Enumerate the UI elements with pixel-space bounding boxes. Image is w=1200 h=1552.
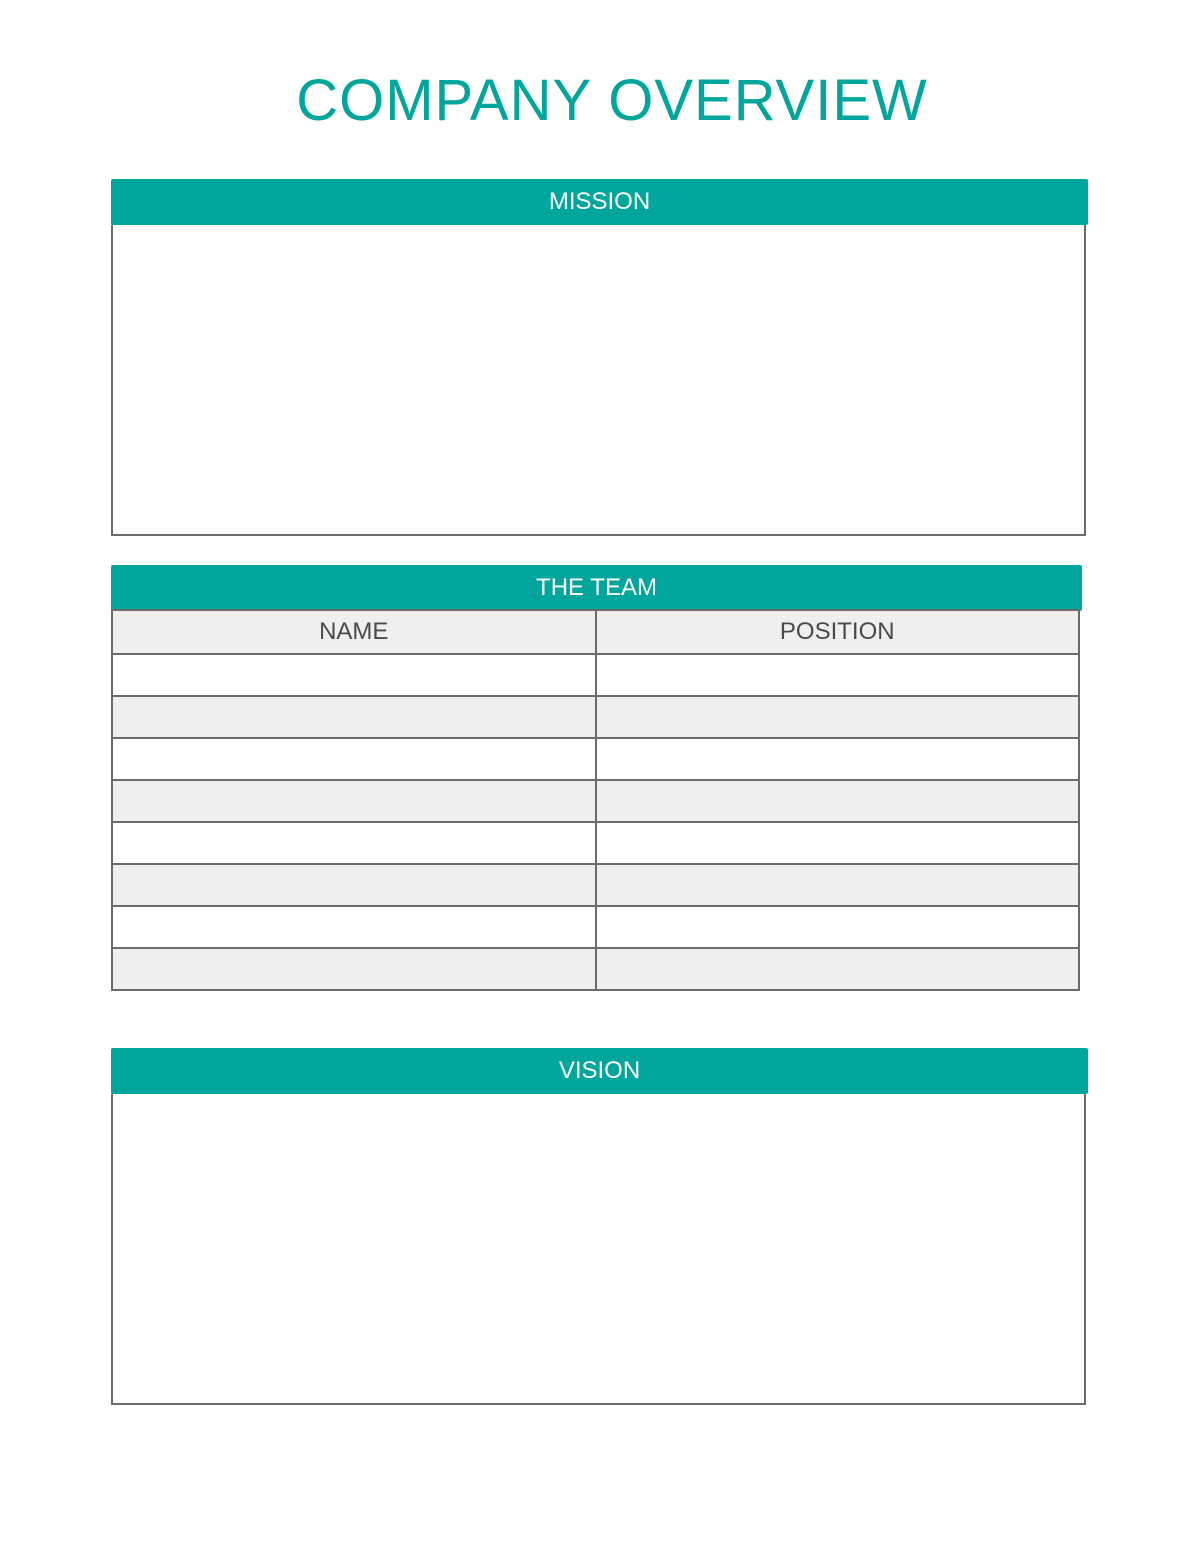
mission-field[interactable] <box>111 225 1086 536</box>
name-cell[interactable] <box>112 696 596 738</box>
table-row <box>112 738 1079 780</box>
position-cell[interactable] <box>596 822 1080 864</box>
name-cell[interactable] <box>112 948 596 990</box>
table-row <box>112 780 1079 822</box>
position-cell[interactable] <box>596 906 1080 948</box>
name-cell[interactable] <box>112 780 596 822</box>
position-cell[interactable] <box>596 948 1080 990</box>
mission-header: MISSION <box>111 179 1088 225</box>
table-row <box>112 654 1079 696</box>
team-header: THE TEAM <box>111 565 1082 611</box>
name-cell[interactable] <box>112 738 596 780</box>
name-cell[interactable] <box>112 864 596 906</box>
position-cell[interactable] <box>596 864 1080 906</box>
name-cell[interactable] <box>112 822 596 864</box>
position-cell[interactable] <box>596 696 1080 738</box>
position-cell[interactable] <box>596 654 1080 696</box>
table-row <box>112 864 1079 906</box>
page-title: COMPANY OVERVIEW <box>296 68 928 133</box>
vision-header: VISION <box>111 1048 1088 1094</box>
name-cell[interactable] <box>112 906 596 948</box>
vision-field[interactable] <box>111 1094 1086 1405</box>
team-table <box>111 609 1080 991</box>
name-cell[interactable] <box>112 654 596 696</box>
position-cell[interactable] <box>596 780 1080 822</box>
column-header-position: POSITION <box>596 610 1080 654</box>
table-row <box>112 822 1079 864</box>
table-row <box>112 948 1079 990</box>
column-header-name: NAME <box>112 610 596 654</box>
position-cell[interactable] <box>596 738 1080 780</box>
table-row <box>112 906 1079 948</box>
table-row <box>112 696 1079 738</box>
